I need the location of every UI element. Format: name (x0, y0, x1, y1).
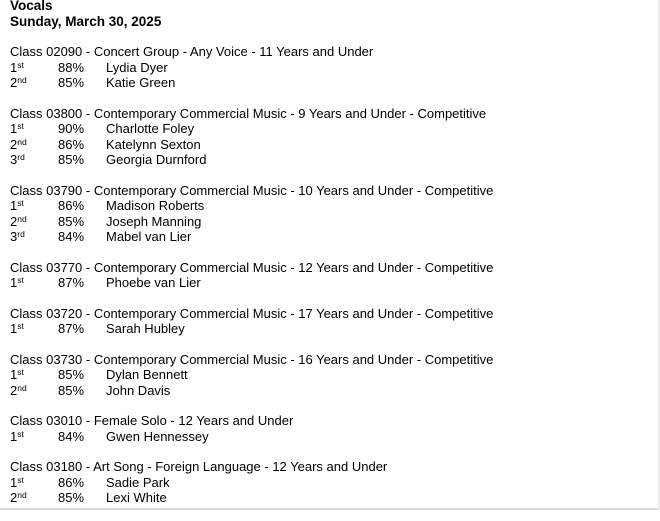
place-suffix: st (17, 275, 24, 285)
result-score: 85% (58, 75, 85, 90)
result-score: 86% (58, 198, 85, 213)
class-title: Class 03180 - Art Song - Foreign Language - 12 Years and Under (10, 459, 388, 474)
result-place (10, 121, 58, 137)
result-score: 86% (58, 474, 85, 490)
result-row (10, 214, 650, 230)
class-title: Class 03720 - Contemporary Commercial Music - 17 Years and Under - Competitive (10, 305, 494, 321)
result-place (10, 475, 58, 491)
result-row (10, 275, 650, 291)
result-place (10, 383, 58, 399)
class-block (10, 413, 650, 444)
place-number: 1 (10, 275, 18, 290)
class-block (10, 306, 650, 337)
result-place (10, 367, 58, 383)
class-title: Class 03730 - Contemporary Commercial Music - 16 Years and Under - Competitive (10, 351, 494, 367)
result-name: Phoebe van Lier (106, 275, 201, 290)
result-row (10, 137, 650, 153)
result-row (10, 490, 650, 506)
place-suffix: nd (17, 213, 27, 224)
result-name: Sadie Park (106, 474, 170, 490)
result-row (10, 60, 650, 76)
result-name: Madison Roberts (106, 198, 205, 213)
class-title: Class 03800 - Contemporary Commercial Music - 9 Years and Under - Competitive (10, 105, 487, 121)
result-place (10, 214, 58, 230)
place-number: 2 (10, 75, 18, 90)
result-score: 85% (58, 367, 85, 382)
document-date: Sunday, March 30, 2025 (10, 13, 162, 29)
result-name: Lexi White (106, 490, 167, 505)
place-suffix: nd (17, 490, 27, 500)
result-place (10, 152, 58, 168)
place-suffix: nd (17, 136, 27, 147)
place-suffix: st (17, 121, 24, 131)
result-row (10, 383, 650, 399)
class-title: Class 03770 - Contemporary Commercial Music - 12 Years and Under - Competitive (10, 259, 494, 275)
place-number: 2 (10, 136, 18, 152)
place-suffix: st (17, 59, 24, 70)
result-name: Gwen Hennessey (106, 428, 209, 444)
result-score: 85% (58, 490, 85, 505)
place-number: 3 (10, 229, 18, 244)
result-row (10, 121, 650, 137)
place-number: 1 (10, 121, 18, 136)
class-title: Class 03010 - Female Solo - 12 Years and Under (10, 413, 294, 428)
place-suffix: nd (17, 75, 27, 85)
class-title: Class 02090 - Concert Group - Any Voice - 11 Years and Under (10, 44, 374, 59)
place-suffix: st (17, 367, 24, 377)
place-suffix: nd (17, 382, 27, 393)
place-number: 2 (10, 213, 18, 229)
result-place (10, 137, 58, 153)
result-score: 87% (58, 321, 85, 336)
class-block (10, 459, 650, 506)
result-row (10, 321, 650, 337)
class-block (10, 183, 650, 245)
place-number: 1 (10, 474, 18, 490)
place-number: 2 (10, 382, 18, 398)
result-score: 88% (58, 59, 85, 75)
result-name: Mabel van Lier (106, 229, 192, 244)
result-row (10, 229, 650, 245)
result-name: Sarah Hubley (106, 321, 185, 336)
place-number: 1 (10, 321, 18, 336)
class-list (10, 44, 650, 506)
place-number: 2 (10, 490, 18, 505)
result-name: John Davis (106, 382, 171, 398)
place-number: 1 (10, 59, 18, 75)
result-place (10, 490, 58, 506)
place-suffix: st (17, 321, 24, 331)
result-row (10, 75, 650, 91)
class-block (10, 352, 650, 399)
result-name: Lydia Dyer (106, 59, 168, 75)
result-row (10, 367, 650, 383)
result-place (10, 75, 58, 91)
result-row (10, 152, 650, 168)
result-score: 85% (58, 152, 85, 167)
result-name: Katelynn Sexton (106, 136, 201, 152)
result-score: 87% (58, 275, 85, 290)
place-number: 3 (10, 152, 18, 167)
result-name: Charlotte Foley (106, 121, 195, 136)
result-row (10, 475, 650, 491)
result-score: 84% (58, 428, 85, 444)
results-document (10, 0, 650, 521)
result-score: 86% (58, 136, 85, 152)
class-block (10, 106, 650, 168)
result-score: 84% (58, 229, 85, 244)
class-title: Class 03790 - Contemporary Commercial Music - 10 Years and Under - Competitive (10, 182, 494, 198)
result-row (10, 198, 650, 214)
class-block (10, 260, 650, 291)
result-name: Joseph Manning (106, 213, 202, 229)
result-place (10, 198, 58, 214)
place-number: 1 (10, 198, 18, 213)
place-suffix: st (17, 428, 24, 439)
result-place (10, 321, 58, 337)
place-suffix: rd (17, 152, 25, 162)
class-block (10, 44, 650, 91)
place-suffix: st (17, 474, 24, 485)
result-name: Katie Green (106, 75, 176, 90)
place-suffix: rd (17, 229, 25, 239)
result-score: 90% (58, 121, 85, 136)
document-heading: Vocals (10, 0, 53, 13)
result-name: Georgia Durnford (106, 152, 207, 167)
result-row (10, 429, 650, 445)
result-place (10, 275, 58, 291)
place-suffix: st (17, 198, 24, 208)
result-name: Dylan Bennett (106, 367, 188, 382)
result-place (10, 429, 58, 445)
result-score: 85% (58, 382, 85, 398)
place-number: 1 (10, 367, 18, 382)
result-place (10, 60, 58, 76)
place-number: 1 (10, 428, 18, 444)
result-place (10, 229, 58, 245)
result-score: 85% (58, 213, 85, 229)
